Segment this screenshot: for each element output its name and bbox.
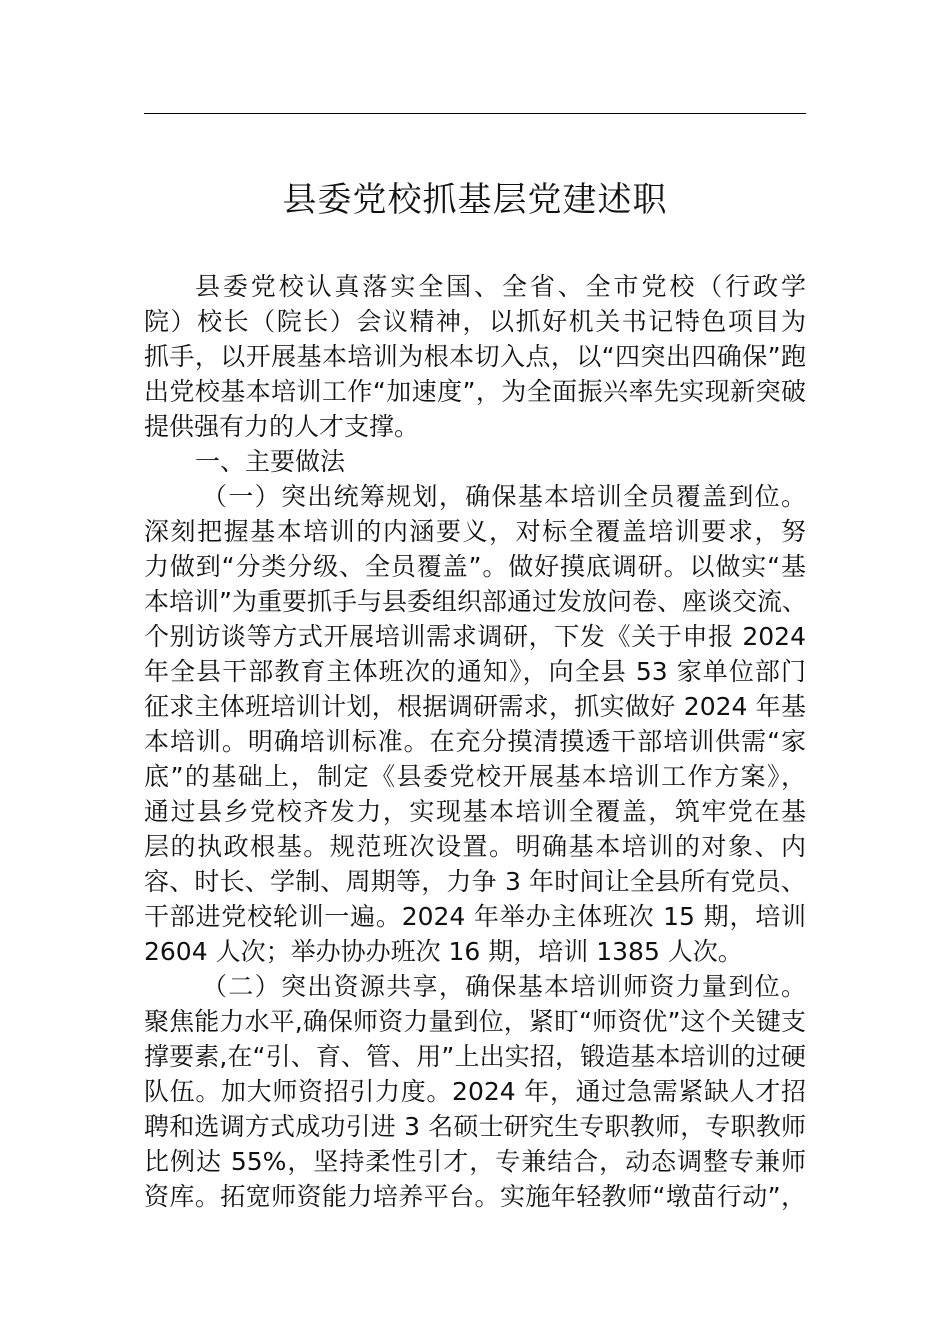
text-line: 深刻把握基本培训的内涵要义，对标全覆盖培训要求，努 — [144, 517, 806, 546]
document-title: 县委党校抓基层党建述职 — [282, 180, 668, 220]
text-line: 层的执政根基。规范班次设置。明确基本培训的对象、内 — [144, 832, 806, 861]
text-line: 聚焦能力水平,确保师资力量到位，紧盯“师资优”这个关键支 — [144, 1007, 806, 1036]
text-line: 院）校长（院长）会议精神，以抓好机关书记特色项目为 — [144, 307, 806, 336]
text-line: 年全县干部教育主体班次的通知》，向全县 53 家单位部门 — [144, 657, 806, 686]
text-line: 比例达 55%，坚持柔性引才，专兼结合，动态调整专兼师 — [144, 1147, 806, 1176]
text-line: 队伍。加大师资招引力度。2024 年，通过急需紧缺人才招 — [144, 1077, 806, 1106]
text-line: 本培训。明确培训标准。在充分摸清摸透干部培训供需“家 — [144, 727, 806, 756]
text-line: 容、时长、学制、周期等，力争 3 年时间让全县所有党员、 — [144, 867, 806, 896]
text-line: 干部进党校轮训一遍。2024 年举办主体班次 15 期，培训 — [144, 902, 806, 931]
text-line: 通过县乡党校齐发力，实现基本培训全覆盖，筑牢党在基 — [144, 797, 806, 826]
text-line: 县委党校认真落实全国、全省、全市党校（行政学 — [195, 272, 806, 301]
text-line: 征求主体班培训计划，根据调研需求，抓实做好 2024 年基 — [144, 692, 806, 721]
header-rule — [144, 113, 806, 114]
text-line: 撑要素,在“引、育、管、用”上出实招，锻造基本培训的过硬 — [144, 1042, 806, 1071]
paragraph-intro — [144, 269, 806, 444]
paragraph-subsection-2 — [144, 969, 806, 1214]
text-line: 资库。拓宽师资能力培养平台。实施年轻教师“墩苗行动”， — [144, 1182, 806, 1211]
text-line: 力做到“分类分级、全员覆盖”。做好摸底调研。以做实“基 — [144, 552, 806, 581]
subsection-heading-line: （一）突出统筹规划，确保基本培训全员覆盖到位。 — [202, 482, 806, 511]
text-line: 提供强有力的人才支撑。 — [144, 412, 420, 441]
document-body — [144, 269, 806, 1214]
text-line: 底”的基础上，制定《县委党校开展基本培训工作方案》， — [144, 762, 806, 791]
text-line: 2604 人次；举办协办班次 16 期，培训 1385 人次。 — [144, 937, 743, 966]
text-line: 聘和选调方式成功引进 3 名硕士研究生专职教师，专职教师 — [144, 1112, 806, 1141]
heading-text: 一、主要做法 — [195, 447, 346, 476]
text-line: 本培训”为重要抓手与县委组织部通过发放问卷、座谈交流、 — [144, 587, 807, 616]
section-heading — [144, 444, 806, 479]
text-line: 抓手，以开展基本培训为根本切入点，以“四突出四确保”跑 — [144, 342, 806, 371]
text-line: 个别访谈等方式开展培训需求调研，下发《关于申报 2024 — [144, 622, 806, 651]
paragraph-subsection-1 — [144, 479, 806, 969]
text-line: 出党校基本培训工作“加速度”，为全面振兴率先实现新突破 — [144, 377, 806, 406]
subsection-heading-line: （二）突出资源共享，确保基本培训师资力量到位。 — [202, 972, 806, 1001]
